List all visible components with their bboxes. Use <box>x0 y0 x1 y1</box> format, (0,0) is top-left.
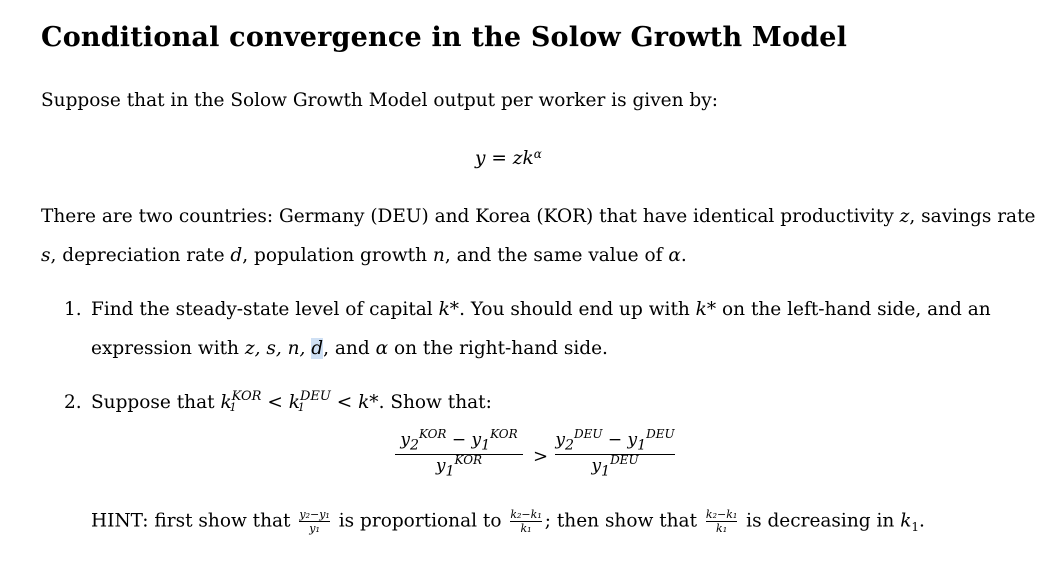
frac-den: k₁ <box>510 521 541 535</box>
frac-num: k₂−k₁ <box>510 508 542 521</box>
frac-num: y₂−y₁ <box>299 508 330 521</box>
question-2-line <box>91 389 492 414</box>
eq-sign: = <box>485 148 513 169</box>
fraction-kor <box>395 427 523 480</box>
sup-kor: KOR <box>454 453 483 468</box>
fraction-deu <box>555 427 675 480</box>
greater-than: > <box>533 446 549 467</box>
q1-text: expression with <box>91 338 245 359</box>
eq-exponent: α <box>533 147 542 161</box>
frac-den: k₁ <box>706 521 737 535</box>
var-kstar: k* <box>438 299 460 320</box>
setup-line-2 <box>41 245 687 266</box>
var-n: n <box>432 245 445 266</box>
q2-text: . Show that: <box>378 392 492 413</box>
subscript-1: 1 <box>229 401 237 414</box>
sup-deu: DEU <box>646 427 675 441</box>
q1-text: , and <box>323 338 376 359</box>
q2-text: Suppose that <box>91 392 221 413</box>
var-alpha: α <box>375 338 389 359</box>
fraction-deu-denominator: $y_1^{DEU}$ <box>591 453 639 480</box>
eq-base: zk <box>512 148 534 169</box>
hint-text: HINT: first show that <box>91 510 297 532</box>
setup-text: . <box>680 245 687 266</box>
less-than: < <box>330 392 359 413</box>
q1-text: on the left-hand side, and an <box>716 299 991 320</box>
frac-num: k₂−k₁ <box>705 508 738 521</box>
question-1-line-1 <box>91 299 991 320</box>
var-k: k <box>220 392 232 413</box>
sup-deu: DEU <box>573 427 603 441</box>
frac-den: y₁ <box>299 521 329 535</box>
page-title: Conditional convergence in the Solow Growth Model <box>41 22 848 53</box>
sup-deu: DEU <box>610 453 639 468</box>
subscript-1: 1 <box>297 401 305 414</box>
question-1-line-2 <box>91 338 608 359</box>
setup-text: , savings rate <box>909 206 1036 227</box>
hint-text: is decreasing in <box>740 510 901 532</box>
var-kstar: k* <box>358 392 379 413</box>
var-k: k <box>900 510 912 532</box>
selected-text-highlight[interactable]: d <box>311 338 324 359</box>
k1-kor <box>220 389 262 414</box>
setup-text: , and the same value of <box>444 245 669 266</box>
superscript-deu: DEU <box>299 389 331 404</box>
hint-line <box>91 508 925 535</box>
inline-fraction-y <box>299 508 329 535</box>
q1-text: on the right-hand side. <box>388 338 608 359</box>
setup-text: , depreciation rate <box>50 245 231 266</box>
subscript-1: 1 <box>911 520 920 535</box>
question-1-number: 1. <box>64 299 82 320</box>
var-z: z <box>899 206 910 227</box>
setup-text: , population growth <box>242 245 433 266</box>
var-alpha: α <box>668 245 681 266</box>
k1-deu <box>288 389 331 414</box>
fraction-kor-numerator: $y_2^{KOR} - y_1^{KOR}$ <box>400 427 518 454</box>
hint-text: ; then show that <box>544 510 703 532</box>
fraction-deu-numerator: $y_2^{DEU} - y_1^{DEU}$ <box>555 427 675 454</box>
setup-text: There are two countries: Germany (DEU) and Korea (KOR) that have identical productivity <box>41 206 900 227</box>
var-s: s <box>41 245 51 266</box>
setup-line-1 <box>41 206 1035 227</box>
production-function <box>475 148 542 169</box>
intro-text: Suppose that in the Solow Growth Model output per worker is given by: <box>41 90 718 111</box>
sup-kor: KOR <box>490 427 518 441</box>
question-2-number: 2. <box>64 392 82 413</box>
sup-kor: KOR <box>418 427 447 441</box>
var-kstar: k* <box>695 299 717 320</box>
eq-lhs: y <box>475 148 486 169</box>
var-k: k <box>288 392 300 413</box>
hint-text: is proportional to <box>332 510 508 532</box>
hint-text: . <box>919 510 925 532</box>
q1-text: . You should end up with <box>459 299 696 320</box>
inline-fraction-k <box>706 508 737 535</box>
less-than: < <box>261 392 289 413</box>
superscript-kor: KOR <box>231 389 262 404</box>
q1-text: Find the steady-state level of capital <box>91 299 439 320</box>
var-d: d <box>230 245 243 266</box>
fraction-kor-denominator: $y_1^{KOR}$ <box>435 453 483 480</box>
var-list: z, s, n, <box>244 338 312 359</box>
inline-fraction-k <box>510 508 541 535</box>
